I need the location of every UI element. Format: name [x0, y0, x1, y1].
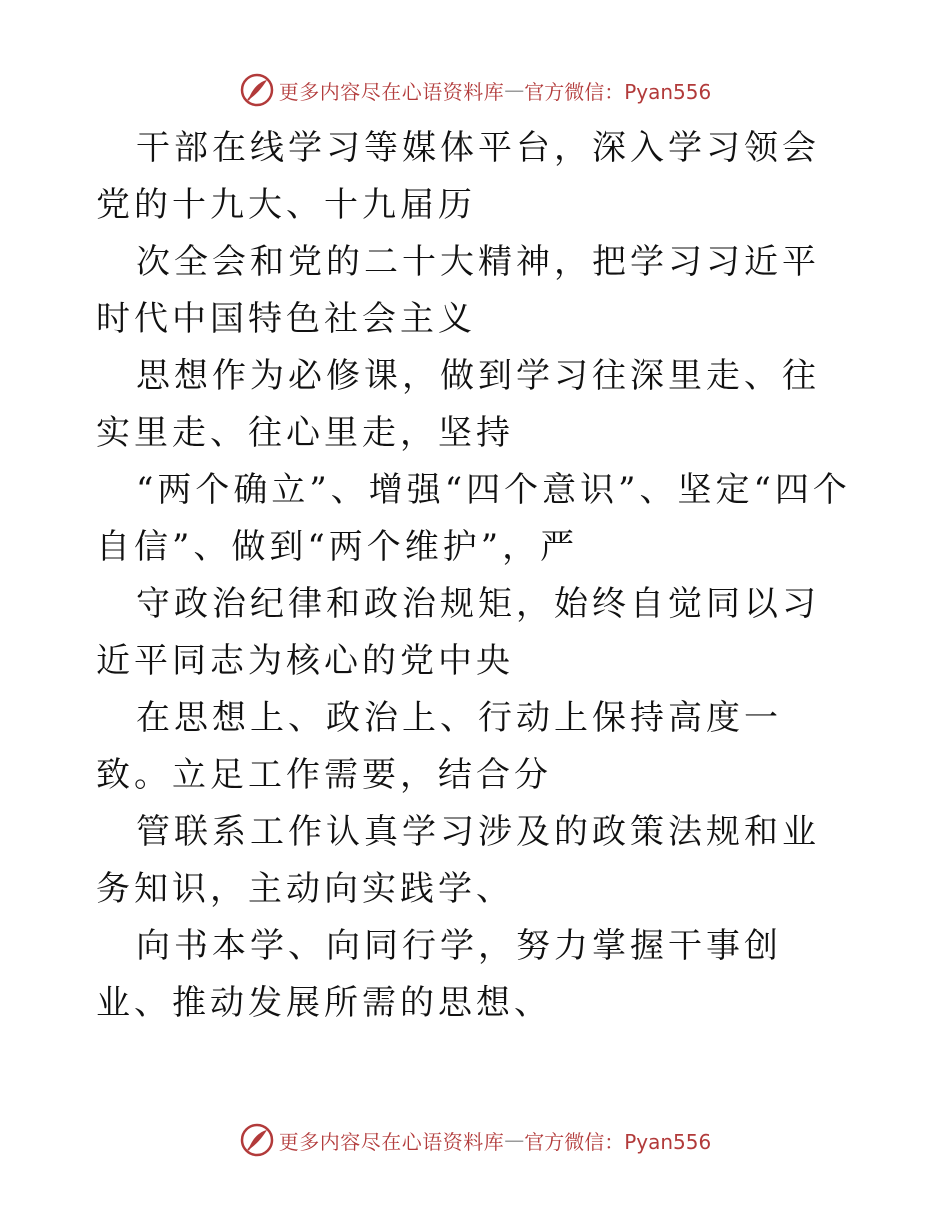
feather-quill-logo-icon — [239, 72, 275, 108]
header-banner-separator: — — [504, 78, 525, 102]
header-banner-text: 更多内容尽在心语资料库 — [278, 79, 505, 104]
header-banner — [0, 70, 950, 110]
paragraph: 干部在线学习等媒体平台，深入学习领会党的十九大、十九届历 — [96, 128, 820, 225]
document-body — [96, 120, 856, 1032]
paragraph: 守政治纪律和政治规矩，始终自觉同以习近平同志为核心的党中央 — [96, 584, 820, 681]
paragraph: 向书本学、向同行学，努力掌握干事创业、推动发展所需的思想、 — [96, 926, 782, 1023]
paragraph: 次全会和党的二十大精神，把学习习近平时代中国特色社会主义 — [96, 242, 820, 339]
paragraph: 在思想上、政治上、行动上保持高度一致。立足工作需要，结合分 — [96, 698, 782, 795]
header-wechat-text: 官方微信：Pyan556 — [524, 79, 712, 104]
feather-quill-logo-icon — [239, 1122, 275, 1158]
footer-banner — [0, 1120, 950, 1160]
footer-banner-text: 更多内容尽在心语资料库 — [278, 1129, 505, 1154]
paragraph: 管联系工作认真学习涉及的政策法规和业务知识，主动向实践学、 — [96, 812, 820, 909]
footer-banner-separator: — — [504, 1128, 525, 1152]
paragraph: 思想作为必修课，做到学习往深里走、往实里走、往心里走，坚持 — [96, 356, 820, 453]
footer-wechat-text: 官方微信：Pyan556 — [524, 1129, 712, 1154]
paragraph: “两个确立”、增强“四个意识”、坚定“四个自信”、做到“两个维护”，严 — [96, 470, 851, 567]
